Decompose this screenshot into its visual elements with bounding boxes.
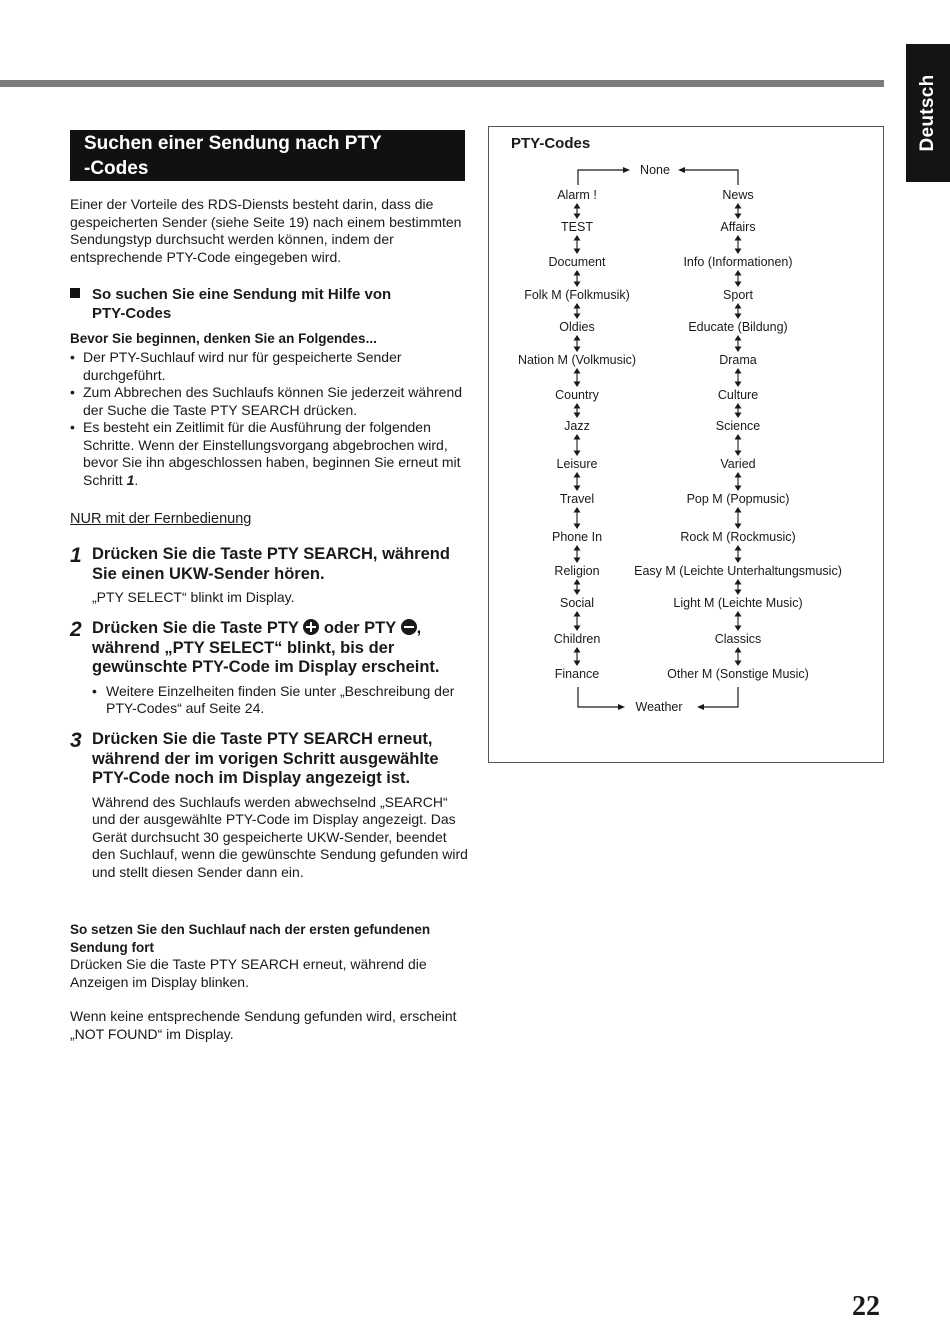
- left-pty-code: Alarm !: [557, 188, 597, 202]
- right-pty-code: Rock M (Rockmusic): [680, 530, 796, 544]
- arrow-down-icon: [736, 382, 741, 386]
- right-pty-code: Varied: [720, 457, 756, 471]
- section-title-line-1: Suchen einer Sendung nach PTY: [84, 132, 382, 154]
- right-pty-code: Culture: [717, 388, 759, 402]
- arrow-down-icon: [736, 214, 741, 218]
- arrow-up-icon: [575, 336, 580, 340]
- arrow-icon: [618, 704, 625, 710]
- arrow-up-icon: [575, 648, 580, 652]
- arrow-up-icon: [736, 271, 741, 275]
- minus-button-icon: [401, 619, 417, 635]
- left-pty-code: Finance: [554, 667, 600, 681]
- arrow-up-icon: [736, 612, 741, 616]
- continue-heading: So setzen Sie den Suchlauf nach der ersten gefundenen Sendung fort: [70, 922, 431, 955]
- left-pty-code: Social: [559, 596, 595, 610]
- step-title: Drücken Sie die Taste PTY SEARCH, während Sie einen UKW-Sender hören.: [92, 545, 450, 583]
- connector-line: [683, 170, 738, 185]
- arrow-up-icon: [575, 236, 580, 240]
- step-title: Drücken Sie die Taste PTY SEARCH erneut, während der im vorigen Schritt ausgewählte PTY-Code noch im Display angezeigt ist.: [92, 730, 439, 787]
- subheading: [70, 285, 465, 323]
- top-rule: [0, 80, 884, 87]
- step-title-part: , während „PTY SELECT“ blinkt, bis der gewünschte PTY-Code im Display erscheint.: [92, 619, 440, 676]
- arrow-up-icon: [736, 336, 741, 340]
- arrow-down-icon: [575, 347, 580, 351]
- subheading-line-2: PTY-Codes: [92, 305, 172, 322]
- plus-button-icon: [303, 619, 319, 635]
- left-pty-code: Jazz: [564, 419, 590, 433]
- arrow-up-icon: [575, 204, 580, 208]
- intro-paragraph: Einer der Vorteile des RDS-Diensts besteht darin, dass die gespeicherten Sender (siehe Seite 19) nach einem bestimmten Sendungstyp durchsucht werden können, indem der entsprechende PTY-Code eingegeben wird.: [70, 196, 462, 265]
- arrow-down-icon: [575, 451, 580, 455]
- arrow-down-icon: [575, 524, 580, 528]
- left-pty-code: Religion: [554, 564, 600, 578]
- arrow-down-icon: [575, 558, 580, 562]
- arrow-down-icon: [575, 282, 580, 286]
- arrow-up-icon: [575, 508, 580, 512]
- connector-line: [702, 687, 738, 707]
- arrow-up-icon: [736, 404, 741, 408]
- arrow-down-icon: [736, 486, 741, 490]
- right-pty-code: Classics: [714, 632, 762, 646]
- step-bullet: • Weitere Einzelheiten finden Sie unter „Beschreibung der PTY-Codes“ auf Seite 24.: [92, 683, 470, 718]
- left-pty-code: Nation M (Volkmusic): [517, 353, 637, 367]
- arrow-down-icon: [575, 214, 580, 218]
- step-ref: 1: [126, 471, 135, 488]
- right-pty-code: Sport: [723, 288, 753, 302]
- arrow-down-icon: [736, 282, 741, 286]
- left-pty-code: Children: [553, 632, 601, 646]
- step-title-part: Drücken Sie die Taste PTY: [92, 619, 299, 637]
- arrow-up-icon: [736, 580, 741, 584]
- arrow-down-icon: [575, 413, 580, 417]
- arrow-down-icon: [736, 347, 741, 351]
- connector-line: [578, 170, 625, 185]
- pty-code-none: None: [640, 163, 670, 177]
- step-description: „PTY SELECT“ blinkt im Display.: [92, 589, 295, 605]
- right-pty-code: News: [722, 188, 754, 202]
- continue-text: Drücken Sie die Taste PTY SEARCH erneut, während die Anzeigen im Display blinken.: [70, 956, 427, 990]
- arrow-down-icon: [736, 524, 741, 528]
- arrow-up-icon: [575, 404, 580, 408]
- arrow-down-icon: [575, 249, 580, 253]
- left-pty-code: Oldies: [559, 320, 595, 334]
- left-pty-code: TEST: [561, 220, 593, 234]
- bullet-text: Es besteht ein Zeitlimit für die Ausführung der folgenden Schritte. Wenn der Einstellungsvorgang abgebrochen wird, bevor Sie ihn abgeschlossen haben, beginnen Sie erneut mit Schritt: [83, 419, 461, 488]
- before-label: Bevor Sie beginnen, denken Sie an Folgendes...: [70, 331, 377, 346]
- arrow-down-icon: [575, 486, 580, 490]
- section-title: [70, 130, 465, 181]
- subheading-line-1: So suchen Sie eine Sendung mit Hilfe von: [92, 286, 392, 303]
- arrow-down-icon: [736, 661, 741, 665]
- step-1: [70, 545, 470, 607]
- pty-codes-box: [488, 126, 884, 763]
- arrow-down-icon: [736, 558, 741, 562]
- step-number: 2: [70, 618, 82, 641]
- arrow-up-icon: [736, 304, 741, 308]
- arrow-up-icon: [575, 304, 580, 308]
- step-title-part: oder PTY: [323, 619, 396, 637]
- arrow-icon: [678, 167, 685, 173]
- connector-line: [578, 687, 620, 707]
- left-pty-code: Leisure: [556, 457, 598, 471]
- arrow-up-icon: [575, 580, 580, 584]
- arrow-up-icon: [736, 473, 741, 477]
- arrow-up-icon: [736, 204, 741, 208]
- right-pty-code: Affairs: [720, 220, 756, 234]
- arrow-down-icon: [736, 451, 741, 455]
- before-bullet-list: [70, 349, 470, 489]
- bullet-item: • Es besteht ein Zeitlimit für die Ausführung der folgenden Schritte. Wenn der Einstellungsvorgang abgebrochen wird, bevor Sie ihn abgeschlossen haben, beginnen Sie erneut mit Schritt 1.: [70, 419, 470, 489]
- arrow-up-icon: [575, 435, 580, 439]
- arrow-up-icon: [575, 612, 580, 616]
- arrow-down-icon: [575, 661, 580, 665]
- arrow-icon: [697, 704, 704, 710]
- bullet-item: • Zum Abbrechen des Suchlaufs können Sie jederzeit während der Suche die Taste PTY SEARCH drücken.: [70, 384, 470, 419]
- not-found-text: Wenn keine entsprechende Sendung gefunden wird, erscheint „NOT FOUND“ im Display.: [70, 1008, 457, 1042]
- pty-codes-title: PTY-Codes: [511, 135, 591, 152]
- left-pty-code: Document: [548, 255, 606, 269]
- right-pty-code: Light M (Leichte Music): [673, 596, 803, 610]
- arrow-up-icon: [575, 546, 580, 550]
- arrow-down-icon: [736, 314, 741, 318]
- language-tab: [906, 44, 950, 182]
- arrow-up-icon: [575, 271, 580, 275]
- remote-only-note: NUR mit der Fernbedienung: [70, 511, 252, 527]
- square-bullet-icon: [70, 288, 80, 298]
- right-pty-code: Science: [715, 419, 761, 433]
- arrow-up-icon: [575, 369, 580, 373]
- step-number: 1: [70, 544, 82, 567]
- arrow-up-icon: [736, 236, 741, 240]
- arrow-up-icon: [736, 546, 741, 550]
- arrow-down-icon: [736, 626, 741, 630]
- right-pty-code: Info (Informationen): [683, 255, 793, 269]
- left-pty-code: Country: [555, 388, 599, 402]
- section-title-line-2: -Codes: [84, 157, 149, 179]
- right-pty-code: Educate (Bildung): [688, 320, 788, 334]
- pty-code-weather: Weather: [635, 700, 683, 714]
- arrow-down-icon: [575, 314, 580, 318]
- right-pty-code: Easy M (Leichte Unterhaltungsmusic): [634, 564, 842, 578]
- right-pty-code: Drama: [719, 353, 757, 367]
- right-pty-code: Other M (Sonstige Music): [667, 667, 809, 681]
- language-tab-label: Deutsch: [917, 74, 938, 152]
- arrow-down-icon: [736, 249, 741, 253]
- arrow-down-icon: [575, 382, 580, 386]
- arrow-down-icon: [736, 590, 741, 594]
- left-pty-code: Travel: [559, 492, 595, 506]
- arrow-down-icon: [575, 626, 580, 630]
- step-2: [70, 619, 470, 718]
- arrow-up-icon: [736, 648, 741, 652]
- arrow-up-icon: [736, 435, 741, 439]
- arrow-up-icon: [575, 473, 580, 477]
- arrow-down-icon: [575, 590, 580, 594]
- step-title: [92, 619, 470, 678]
- step-description: Während des Suchlaufs werden abwechselnd „SEARCH“ und der ausgewählte PTY-Code im Display angezeigt. Das Gerät durchsucht 30 gespeicherte UKW-Sender, beendet den Suchlauf, wenn die gewünschte Sendung gefunden wird und stellt diesen Sender dann ein.: [92, 793, 468, 880]
- arrow-down-icon: [736, 413, 741, 417]
- page-number: 22: [852, 1291, 880, 1322]
- bullet-item: • Der PTY-Suchlauf wird nur für gespeicherte Sender durchgeführt.: [70, 349, 470, 384]
- step-number: 3: [70, 729, 82, 752]
- left-pty-code: Folk M (Folkmusik): [524, 288, 630, 302]
- arrow-up-icon: [736, 369, 741, 373]
- left-pty-code: Phone In: [551, 530, 603, 544]
- arrow-up-icon: [736, 508, 741, 512]
- right-pty-code: Pop M (Popmusic): [686, 492, 790, 506]
- arrow-icon: [623, 167, 630, 173]
- step-3: [70, 730, 470, 881]
